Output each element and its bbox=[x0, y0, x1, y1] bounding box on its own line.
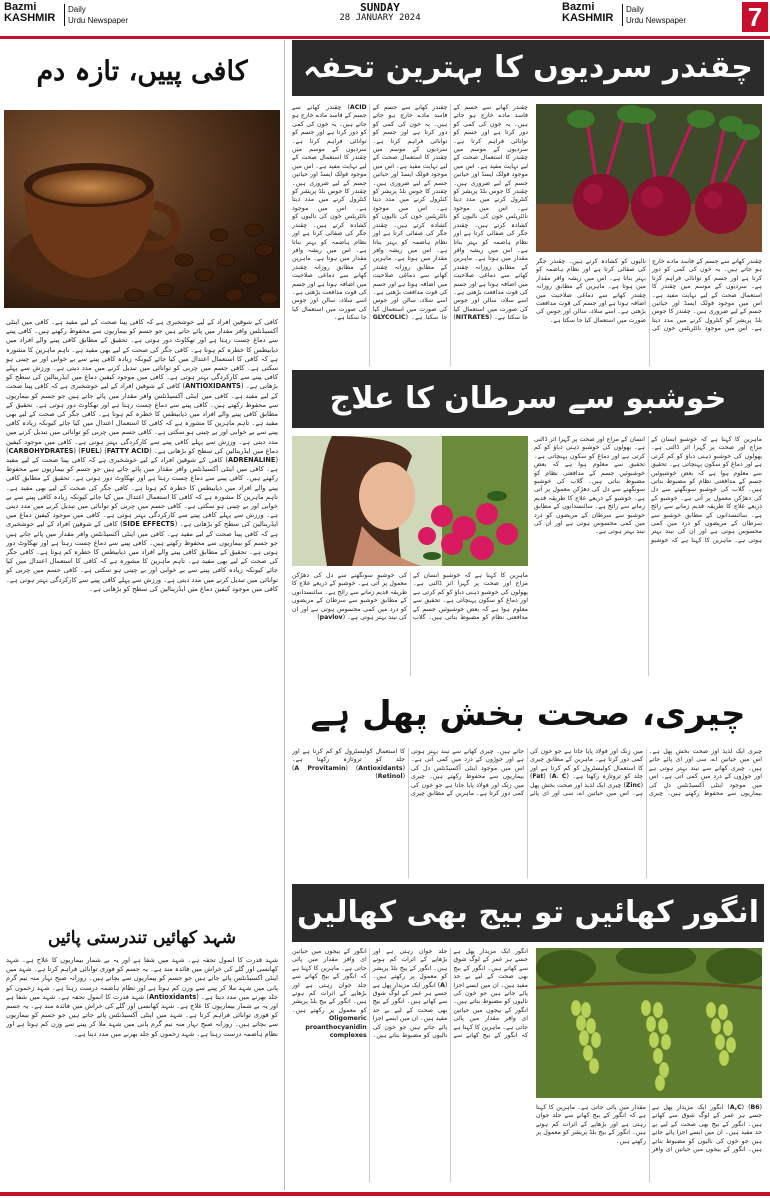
coffee-term-fatty: FATTY bbox=[106, 446, 130, 455]
cherry-body-text-2: چیری ایک لذیذ اور صحت بخش پھل ہے۔ اس میں حیاتین اے، سی اور ای پائے جاتے ہیں۔ چیری کھانے سے نیند بہتر ہوتی ہے اور جوڑوں کے درد میں کمی آتی ہے۔ اس میں موجود اینٹی آکسیڈنٹس دل کی بیماریوں سے محفوظ رکھتے ہیں۔ چیری میں زنک اور فولاد پایا جاتا ہے جو خون کی کمی دور کرتا ہے۔ ماہرین کے مطابق چیری کا استعمال کولیسٹرول کو کم کرتا ہے اور جلد کو تروتازہ رکھتا ہے۔ bbox=[292, 748, 643, 798]
cherry-term-fat: Fat bbox=[532, 773, 544, 781]
grapes-body-left: انگور ایک مزیدار پھل ہے جسے ہر عمر کے لوگ شوق سے کھاتے ہیں۔ انگور کے بیج بھی صحت کے لیے بے حد مفید ہیں۔ ان میں ایسے اجزا پائے جاتے ہیں جو خون کی نالیوں کو مضبوط بناتے ہیں۔ انگور کے بیجوں میں حیاتین ای وافر مقدار میں پائی جاتی ہے۔ ماہرین کا کہنا ہے کہ انگور کے بیج کھانے سے جلد جوان رہتی ہے اور بڑھاپے کے اثرات کم ہوتے ہیں۔ انگور کے بیج بلڈ پریشر کو معمول پر رکھتے ہیں۔ (A) انگور ایک مزیدار پھل ہے جسے ہر عمر کے لوگ شوق سے کھاتے ہیں۔ انگور کے بیج بھی صحت کے لیے بے حد مفید ہیں۔ ان میں ایسے اجزا پائے جاتے ہیں جو خون کی نالیوں کو مضبوط بناتے ہیں۔ انگور کے بیجوں میں حیاتین ای وافر مقدار میں پائی جاتی ہے۔ ماہرین کا کہنا ہے کہ انگور کے بیج کھانے سے جلد جوان رہتی ہے اور بڑھاپے کے اثرات کم ہوتے ہیں۔ انگور کے بیج بلڈ پریشر کو معمول پر رکھتے ہیں۔ Oligomeric proanthocyanidin complexes bbox=[292, 948, 528, 1040]
fragrance-body-right bbox=[534, 436, 762, 676]
footer-rule bbox=[0, 1192, 770, 1196]
honey-term-antioxidants: Antioxidants bbox=[149, 992, 197, 1001]
beetroot-body-text-2: چقندر کھانے سے جسم کے فاسد مادے خارج ہو جاتے ہیں۔ یہ خون کی کمی کو دور کرتا ہے اور جسم کو توانائی فراہم کرتا ہے۔ سردیوں کے موسم میں چقندر کا استعمال صحت کے لیے نہایت مفید ہے۔ اس میں موجود فولک ایسڈ اور حیاتین جسم کے لیے ضروری ہیں۔ چقندر کا جوس بلڈ پریشر کو کنٹرول کرنے میں مدد دیتا ہے۔ اس میں موجود نائٹریٹس خون کی نالیوں کو کشادہ کرتے ہیں۔ چقندر جگر کی صفائی کرتا ہے اور نظام ہاضمہ کو بہتر بناتا ہے۔ اس میں ریشہ وافر مقدار میں ہوتا ہے۔ ماہرین کے مطابق روزانہ چقندر کھانے سے دماغی صلاحیت میں اضافہ ہوتا ہے اور جسم کی قوت مدافعت بڑھتی ہے۔ اسے سلاد، سالن اور جوس کی صورت میں استعمال کیا جا سکتا ہے۔ bbox=[372, 104, 448, 322]
cherry-headline: چیری، صحت بخش پھل ہے bbox=[292, 684, 764, 744]
masthead bbox=[0, 0, 770, 39]
beetroot-headline: چقندر سردیوں کا بہترین تحفہ bbox=[292, 40, 764, 96]
grapes-term-ac: A,C bbox=[729, 1104, 742, 1111]
brand-sub: Urdu Newspaper bbox=[68, 16, 129, 25]
grapes-term-oligomeric: Oligomeric bbox=[329, 1015, 367, 1023]
cherry-term-a: A bbox=[551, 773, 557, 781]
date-label: 28 JANUARY 2024 bbox=[339, 13, 421, 23]
coffee-photo bbox=[4, 110, 280, 308]
brand-left bbox=[4, 2, 55, 24]
fragrance-headline: خوشبو سے سرطان کا علاج bbox=[292, 370, 764, 428]
brand-daily-right: Daily bbox=[626, 5, 644, 14]
cherry-term-antioxidants: Antioxidants bbox=[358, 764, 403, 772]
grapes-headline: انگور کھائیں تو بیج بھی کھالیں bbox=[292, 884, 764, 942]
coffee-body: کافی کے شوقین افراد کے لیے خوشخبری ہے کہ کافی پینا صحت کے لیے مفید ہے۔ کافی میں اینٹی آکسیڈنٹس وافر مقدار میں پائے جاتے ہیں جو جسم کو بیماریوں سے محفوظ رکھتے ہیں۔ کافی پینے سے دماغ چست رہتا ہے اور تھکاوٹ دور ہوتی ہے۔ تحقیق کے مطابق کافی پینے والے افراد میں ذیابیطس کا خطرہ کم ہوتا ہے۔ کافی جگر کی صحت کے لیے بھی مفید ہے۔ تاہم ماہرین کا مشورہ ہے کہ کافی کا استعمال اعتدال میں کیا جائے کیونکہ زیادہ کافی پینے سے بے خوابی اور بے چینی ہو سکتی ہے۔ کافی جسم میں چربی کو توانائی میں تبدیل کرنے میں مدد دیتی ہے۔ ورزش سے پہلے کافی پینے سے کارکردگی بہتر ہوتی ہے۔ کافی میں موجود کیفین دماغ میں ایڈرینالین کی سطح کو بڑھاتی ہے۔ (ANTIOXIDANTS) کافی کے شوقین افراد کے لیے خوشخبری ہے کہ کافی پینا صحت کے لیے مفید ہے۔ کافی میں اینٹی آکسیڈنٹس وافر مقدار میں پائے جاتے ہیں جو جسم کو بیماریوں سے محفوظ رکھتے ہیں۔ کافی پینے سے دماغ چست رہتا ہے اور تھکاوٹ دور ہوتی ہے۔ تحقیق کے مطابق کافی پینے والے افراد میں ذیابیطس کا خطرہ کم ہوتا ہے۔ کافی جگر کی صحت کے لیے بھی مفید ہے۔ تاہم ماہرین کا مشورہ ہے کہ کافی کا استعمال اعتدال میں کیا جائے کیونکہ زیادہ کافی پینے سے بے خوابی اور بے چینی ہو سکتی ہے۔ کافی جسم میں چربی کو توانائی میں تبدیل کرنے میں مدد دیتی ہے۔ ورزش سے پہلے کافی پینے سے کارکردگی بہتر ہوتی ہے۔ کافی میں موجود کیفین دماغ میں ایڈرینالین کی سطح کو بڑھاتی ہے۔ (FATTY ACID) (FUEL) (CARBOHYDRATES) (ADRENALINE) کافی کے شوقین افراد کے لیے خوشخبری ہے کہ کافی پینا صحت کے لیے مفید ہے۔ کافی میں اینٹی آکسیڈنٹس وافر مقدار میں پائے جاتے ہیں جو جسم کو بیماریوں سے محفوظ رکھتے ہیں۔ کافی پینے سے دماغ چست رہتا ہے اور تھکاوٹ دور ہوتی ہے۔ تحقیق کے مطابق کافی پینے والے افراد میں ذیابیطس کا خطرہ کم ہوتا ہے۔ کافی جگر کی صحت کے لیے بھی مفید ہے۔ تاہم ماہرین کا مشورہ ہے کہ کافی کا استعمال اعتدال میں کیا جائے کیونکہ زیادہ کافی پینے سے بے خوابی اور بے چینی ہو سکتی ہے۔ کافی جسم میں چربی کو توانائی میں تبدیل کرنے میں مدد دیتی ہے۔ ورزش سے پہلے کافی پینے سے کارکردگی بہتر ہوتی ہے۔ کافی میں موجود کیفین دماغ میں ایڈرینالین کی سطح کو بڑھاتی ہے۔ (SIDE EFFECTS) کافی کے شوقین افراد کے لیے خوشخبری ہے کہ کافی پینا صحت کے لیے مفید ہے۔ کافی میں اینٹی آکسیڈنٹس وافر مقدار میں پائے جاتے ہیں جو جسم کو بیماریوں سے محفوظ رکھتے ہیں۔ کافی پینے سے دماغ چست رہتا ہے اور تھکاوٹ دور ہوتی ہے۔ تحقیق کے مطابق کافی پینے والے افراد میں ذیابیطس کا خطرہ کم ہوتا ہے۔ کافی جگر کی صحت کے لیے بھی مفید ہے۔ تاہم ماہرین کا مشورہ ہے کہ کافی کا استعمال اعتدال میں کیا جائے کیونکہ زیادہ کافی پینے سے بے خوابی اور بے چینی ہو سکتی ہے۔ کافی جسم میں چربی کو توانائی میں تبدیل کرنے میں مدد دیتی ہے۔ ورزش سے پہلے کافی پینے سے کارکردگی بہتر ہوتی ہے۔ کافی میں موجود کیفین دماغ میں ایڈرینالین کی سطح کو بڑھاتی ہے۔ bbox=[6, 318, 278, 593]
brand-top-right: Bazmi bbox=[562, 1, 595, 13]
brand-tag-right bbox=[622, 4, 686, 26]
fragrance-body-text-2: ماہرین کا کہنا ہے کہ خوشبو انسان کے مزاج اور صحت پر گہرا اثر ڈالتی ہے۔ پھولوں کی خوشبو ذہنی دباؤ کو کم کرتی ہے اور دماغ کو سکون پہنچاتی ہے۔ تحقیق سے معلوم ہوا ہے کہ بعض خوشبوئیں جسم کے مدافعتی نظام کو مضبوط بناتی ہیں۔ گلاب کی خوشبو سونگھنے سے دل کی دھڑکن معمول پر آتی ہے۔ خوشبو کے ذریعے علاج کا طریقہ قدیم زمانے سے رائج ہے۔ سائنسدانوں کے مطابق خوشبو سے سرطان کے مریضوں کو درد میں کمی محسوس ہوتی ہے اور ان کی نیند بہتر ہوتی ہے۔ bbox=[534, 436, 732, 544]
beetroot-photo bbox=[536, 104, 762, 252]
beetroot-body-text-3: چقندر کھانے سے جسم کے فاسد مادے خارج ہو جاتے ہیں۔ یہ خون کی کمی کو دور کرتا ہے اور جسم کو توانائی فراہم کرتا ہے۔ سردیوں کے موسم میں چقندر کا استعمال صحت کے لیے نہایت مفید ہے۔ اس میں موجود فولک ایسڈ اور حیاتین جسم کے لیے ضروری ہیں۔ چقندر کا جوس بلڈ پریشر کو کنٹرول کرنے میں مدد دیتا ہے۔ اس میں موجود نائٹریٹس خون کی نالیوں کو کشادہ کرتے ہیں۔ چقندر جگر کی صفائی کرتا ہے اور نظام ہاضمہ کو بہتر بناتا ہے۔ اس میں ریشہ وافر مقدار میں ہوتا ہے۔ ماہرین کے مطابق روزانہ چقندر کھانے سے دماغی صلاحیت میں اضافہ ہوتا ہے اور جسم کی قوت مدافعت بڑھتی ہے۔ اسے سلاد، سالن اور جوس کی صورت میں استعمال کیا جا سکتا ہے۔ bbox=[292, 104, 367, 322]
brand-sub-right: Urdu Newspaper bbox=[626, 16, 687, 25]
brand-tag-left bbox=[64, 4, 128, 26]
fragrance-term-pavlov: pavlov bbox=[319, 614, 343, 622]
cherry-body: چیری ایک لذیذ اور صحت بخش پھل ہے۔ اس میں حیاتین اے، سی اور ای پائے جاتے ہیں۔ چیری کھانے سے نیند بہتر ہوتی ہے اور جوڑوں کے درد میں کمی آتی ہے۔ اس میں موجود اینٹی آکسیڈنٹس دل کی بیماریوں سے محفوظ رکھتے ہیں۔ چیری میں زنک اور فولاد پایا جاتا ہے جو خون کی کمی دور کرتا ہے۔ ماہرین کے مطابق چیری کا استعمال کولیسٹرول کو کم کرتا ہے اور جلد کو تروتازہ رکھتا ہے۔ (A، C) (Fat) (Zinc) چیری ایک لذیذ اور صحت بخش پھل ہے۔ اس میں حیاتین اے، سی اور ای پائے جاتے ہیں۔ چیری کھانے سے نیند بہتر ہوتی ہے اور جوڑوں کے درد میں کمی آتی ہے۔ اس میں موجود اینٹی آکسیڈنٹس دل کی بیماریوں سے محفوظ رکھتے ہیں۔ چیری میں زنک اور فولاد پایا جاتا ہے جو خون کی کمی دور کرتا ہے۔ ماہرین کے مطابق چیری کا استعمال کولیسٹرول کو کم کرتا ہے اور جلد کو تروتازہ رکھتا ہے۔ (Antioxidants) (A Provitamin) (Retinol) bbox=[292, 748, 762, 798]
grapes-term-proanthocyanidin: proanthocyanidin bbox=[305, 1023, 367, 1031]
coffee-headline: کافی پییں، تازہ دم bbox=[36, 56, 248, 87]
page-number: 7 bbox=[742, 2, 768, 32]
coffee-body-text-1: کافی کے شوقین افراد کے لیے خوشخبری ہے کہ کافی پینا صحت کے لیے مفید ہے۔ کافی میں اینٹی آکسیڈنٹس وافر مقدار میں پائے جاتے ہیں جو جسم کو بیماریوں سے محفوظ رکھتے ہیں۔ کافی پینے سے دماغ چست رہتا ہے اور تھکاوٹ دور ہوتی ہے۔ تحقیق کے مطابق کافی پینے والے افراد میں ذیابیطس کا خطرہ کم ہوتا ہے۔ کافی جگر کی صحت کے لیے بھی مفید ہے۔ تاہم ماہرین کا مشورہ ہے کہ کافی کا استعمال اعتدال میں کیا جائے کیونکہ زیادہ کافی پینے سے بے خوابی اور بے چینی ہو سکتی ہے۔ کافی جسم میں چربی کو توانائی میں تبدیل کرنے میں مدد دیتی ہے۔ ورزش سے پہلے کافی پینے سے کارکردگی بہتر ہوتی ہے۔ کافی میں موجود کیفین دماغ میں ایڈرینالین کی سطح کو بڑھاتی ہے۔ bbox=[6, 318, 278, 391]
coffee-body-text-2: کافی کے شوقین افراد کے لیے خوشخبری ہے کہ کافی پینا صحت کے لیے مفید ہے۔ کافی میں اینٹی آکسیڈنٹس وافر مقدار میں پائے جاتے ہیں جو جسم کو بیماریوں سے محفوظ رکھتے ہیں۔ کافی پینے سے دماغ چست رہتا ہے اور تھکاوٹ دور ہوتی ہے۔ تحقیق کے مطابق کافی پینے والے افراد میں ذیابیطس کا خطرہ کم ہوتا ہے۔ کافی جگر کی صحت کے لیے بھی مفید ہے۔ تاہم ماہرین کا مشورہ ہے کہ کافی کا استعمال اعتدال میں کیا جائے کیونکہ زیادہ کافی پینے سے بے خوابی اور بے چینی ہو سکتی ہے۔ کافی جسم میں چربی کو توانائی میں تبدیل کرنے میں مدد دیتی ہے۔ ورزش سے پہلے کافی پینے سے کارکردگی بہتر ہوتی ہے۔ کافی میں موجود کیفین دماغ میں ایڈرینالین کی سطح کو بڑھاتی ہے۔ bbox=[6, 382, 278, 455]
beetroot-term-glycolic: GLYCOLIC bbox=[372, 314, 406, 322]
grapes-body-text-3: انگور ایک مزیدار پھل ہے جسے ہر عمر کے لوگ شوق سے کھاتے ہیں۔ انگور کے بیج بھی صحت کے لیے بے حد مفید ہیں۔ ان میں ایسے اجزا پائے جاتے ہیں جو خون کی نالیوں کو مضبوط بناتے ہیں۔ انگور کے بیجوں میں حیاتین ای وافر مقدار میں پائی جاتی ہے۔ ماہرین کا کہنا ہے کہ انگور کے بیج کھانے سے جلد جوان رہتی ہے اور بڑھاپے کے اثرات کم ہوتے ہیں۔ انگور کے بیج بلڈ پریشر کو معمول پر رکھتے ہیں۔ bbox=[536, 1104, 762, 1154]
honey-body: شہد قدرت کا انمول تحفہ ہے۔ شہد میں شفا ہے اور یہ بے شمار بیماریوں کا علاج ہے۔ شہد کھانسی اور گلے کی خراش میں فائدہ مند ہے۔ یہ جسم کو فوری توانائی فراہم کرتا ہے۔ شہد میں اینٹی آکسیڈنٹس پائے جاتے ہیں جو جسم کو بیماریوں سے بچاتے ہیں۔ روزانہ صبح نہار منہ نیم گرم پانی میں شہد ملا کر پینے سے وزن کم ہوتا ہے اور نظام ہاضمہ درست رہتا ہے۔ شہد زخموں کو جلد بھرنے میں مدد دیتا ہے۔ (Antioxidants) شہد قدرت کا انمول تحفہ ہے۔ شہد میں شفا ہے اور یہ بے شمار بیماریوں کا علاج ہے۔ شہد کھانسی اور گلے کی خراش میں فائدہ مند ہے۔ یہ جسم کو فوری توانائی فراہم کرتا ہے۔ شہد میں اینٹی آکسیڈنٹس پائے جاتے ہیں جو جسم کو بیماریوں سے بچاتے ہیں۔ روزانہ صبح نہار منہ نیم گرم پانی میں شہد ملا کر پینے سے وزن کم ہوتا ہے اور نظام ہاضمہ درست رہتا ہے۔ شہد زخموں کو جلد بھرنے میں مدد دیتا ہے۔ bbox=[6, 956, 278, 1038]
coffee-term-fuel: FUEL bbox=[80, 446, 100, 455]
beetroot-term-nitrates: NITRATES bbox=[455, 314, 490, 322]
cherry-body-text-1: چیری ایک لذیذ اور صحت بخش پھل ہے۔ اس میں حیاتین اے، سی اور ای پائے جاتے ہیں۔ چیری کھانے سے نیند بہتر ہوتی ہے اور جوڑوں کے درد میں کمی آتی ہے۔ اس میں موجود اینٹی آکسیڈنٹس دل کی بیماریوں سے محفوظ رکھتے ہیں۔ چیری میں زنک اور فولاد پایا جاتا ہے جو خون کی کمی دور کرتا ہے۔ ماہرین کے مطابق چیری کا استعمال کولیسٹرول کو کم کرتا ہے اور جلد کو تروتازہ رکھتا ہے۔ bbox=[530, 748, 762, 798]
column-divider bbox=[284, 40, 285, 1190]
fragrance-body-text-1: ماہرین کا کہنا ہے کہ خوشبو انسان کے مزاج اور صحت پر گہرا اثر ڈالتی ہے۔ پھولوں کی خوشبو ذہنی دباؤ کو کم کرتی ہے اور دماغ کو سکون پہنچاتی ہے۔ تحقیق سے معلوم ہوا ہے کہ بعض خوشبوئیں جسم کے مدافعتی نظام کو مضبوط بناتی ہیں۔ گلاب کی خوشبو سونگھنے سے دل کی دھڑکن معمول پر آتی ہے۔ خوشبو کے ذریعے علاج کا طریقہ قدیم زمانے سے رائج ہے۔ سائنسدانوں کے مطابق خوشبو سے سرطان کے مریضوں کو درد میں کمی محسوس ہوتی ہے اور ان کی نیند بہتر ہوتی ہے۔ bbox=[651, 436, 762, 544]
grapes-body-text-2: انگور ایک مزیدار پھل ہے جسے ہر عمر کے لوگ شوق سے کھاتے ہیں۔ انگور کے بیج بھی صحت کے لیے بے حد مفید ہیں۔ ان میں ایسے اجزا پائے جاتے ہیں جو خون کی نالیوں کو مضبوط بناتے ہیں۔ انگور کے بیجوں میں حیاتین ای وافر مقدار میں پائی جاتی ہے۔ ماہرین کا کہنا ہے کہ انگور کے بیج کھانے سے جلد جوان رہتی ہے اور بڑھاپے کے اثرات کم ہوتے ہیں۔ انگور کے بیج بلڈ پریشر کو معمول پر رکھتے ہیں۔ bbox=[292, 948, 448, 1040]
honey-headline: شہد کھائیں تندرستی پائیں bbox=[47, 928, 237, 948]
brand-name: KASHMIR bbox=[4, 12, 56, 24]
brand-right bbox=[562, 2, 613, 24]
cherry-term-c: C bbox=[561, 773, 567, 781]
coffee-body-text-4: کافی کے شوقین افراد کے لیے خوشخبری ہے کہ کافی پینا صحت کے لیے مفید ہے۔ کافی میں اینٹی آکسیڈنٹس وافر مقدار میں پائے جاتے ہیں جو جسم کو بیماریوں سے محفوظ رکھتے ہیں۔ کافی پینے سے دماغ چست رہتا ہے اور تھکاوٹ دور ہوتی ہے۔ تحقیق کے مطابق کافی پینے والے افراد میں ذیابیطس کا خطرہ کم ہوتا ہے۔ کافی جگر کی صحت کے لیے بھی مفید ہے۔ تاہم ماہرین کا مشورہ ہے کہ کافی کا استعمال اعتدال میں کیا جائے کیونکہ زیادہ کافی پینے سے بے خوابی اور بے چینی ہو سکتی ہے۔ کافی جسم میں چربی کو توانائی میں تبدیل کرنے میں مدد دیتی ہے۔ ورزش سے پہلے کافی پینے سے کارکردگی بہتر ہوتی ہے۔ کافی میں موجود کیفین دماغ میں ایڈرینالین کی سطح کو بڑھاتی ہے۔ bbox=[6, 520, 278, 593]
coffee-term-acid: ACID bbox=[131, 446, 150, 455]
beetroot-body: چقندر کھانے سے جسم کے فاسد مادے خارج ہو جاتے ہیں۔ یہ خون کی کمی کو دور کرتا ہے اور جسم کو توانائی فراہم کرتا ہے۔ سردیوں کے موسم میں چقندر کا استعمال صحت کے لیے نہایت مفید ہے۔ اس میں موجود فولک ایسڈ اور حیاتین جسم کے لیے ضروری ہیں۔ چقندر کا جوس بلڈ پریشر کو کنٹرول کرنے میں مدد دیتا ہے۔ اس میں موجود نائٹریٹس خون کی نالیوں کو کشادہ کرتے ہیں۔ چقندر جگر کی صفائی کرتا ہے اور نظام ہاضمہ کو بہتر بناتا ہے۔ اس میں ریشہ وافر مقدار میں ہوتا ہے۔ ماہرین کے مطابق روزانہ چقندر کھانے سے دماغی صلاحیت میں اضافہ ہوتا ہے اور جسم کی قوت مدافعت بڑھتی ہے۔ اسے سلاد، سالن اور جوس کی صورت میں استعمال کیا جا سکتا ہے۔ (NITRATES) چقندر کھانے سے جسم کے فاسد مادے خارج ہو جاتے ہیں۔ یہ خون کی کمی کو دور کرتا ہے اور جسم کو توانائی فراہم کرتا ہے۔ سردیوں کے موسم میں چقندر کا استعمال صحت کے لیے نہایت مفید ہے۔ اس میں موجود فولک ایسڈ اور حیاتین جسم کے لیے ضروری ہیں۔ چقندر کا جوس بلڈ پریشر کو کنٹرول کرنے میں مدد دیتا ہے۔ اس میں موجود نائٹریٹس خون کی نالیوں کو کشادہ کرتے ہیں۔ چقندر جگر کی صفائی کرتا ہے اور نظام ہاضمہ کو بہتر بناتا ہے۔ اس میں ریشہ وافر مقدار میں ہوتا ہے۔ ماہرین کے مطابق روزانہ چقندر کھانے سے دماغی صلاحیت میں اضافہ ہوتا ہے اور جسم کی قوت مدافعت بڑھتی ہے۔ اسے سلاد، سالن اور جوس کی صورت میں استعمال کیا جا سکتا ہے۔ (GLYCOLIC ACID) چقندر کھانے سے جسم کے فاسد مادے خارج ہو جاتے ہیں۔ یہ خون کی کمی کو دور کرتا ہے اور جسم کو توانائی فراہم کرتا ہے۔ سردیوں کے موسم میں چقندر کا استعمال صحت کے لیے نہایت مفید ہے۔ اس میں موجود فولک ایسڈ اور حیاتین جسم کے لیے ضروری ہیں۔ چقندر کا جوس بلڈ پریشر کو کنٹرول کرنے میں مدد دیتا ہے۔ اس میں موجود نائٹریٹس خون کی نالیوں کو کشادہ کرتے ہیں۔ چقندر جگر کی صفائی کرتا ہے اور نظام ہاضمہ کو بہتر بناتا ہے۔ اس میں ریشہ وافر مقدار میں ہوتا ہے۔ ماہرین کے مطابق روزانہ چقندر کھانے سے دماغی صلاحیت میں اضافہ ہوتا ہے اور جسم کی قوت مدافعت بڑھتی ہے۔ اسے سلاد، سالن اور جوس کی صورت میں استعمال کیا جا سکتا ہے۔ bbox=[292, 104, 528, 322]
beetroot-term-acid: ACID bbox=[349, 104, 367, 111]
cherry-term-provitamin: A Provitamin bbox=[294, 764, 346, 772]
grapes-body-right: (B6) (A,C) انگور ایک مزیدار پھل ہے جسے ہر عمر کے لوگ شوق سے کھاتے ہیں۔ انگور کے بیج بھی صحت کے لیے بے حد مفید ہیں۔ ان میں ایسے اجزا پائے جاتے ہیں جو خون کی نالیوں کو مضبوط بناتے ہیں۔ انگور کے بیجوں میں حیاتین ای وافر مقدار میں پائی جاتی ہے۔ ماہرین کا کہنا ہے کہ انگور کے بیج کھانے سے جلد جوان رہتی ہے اور بڑھاپے کے اثرات کم ہوتے ہیں۔ انگور کے بیج بلڈ پریشر کو معمول پر رکھتے ہیں۔ bbox=[536, 1104, 762, 1154]
cherry-term-retinol: Retinol bbox=[377, 773, 403, 781]
woman-smelling-roses-photo bbox=[292, 436, 528, 566]
honey-body-text-1: شہد قدرت کا انمول تحفہ ہے۔ شہد میں شفا ہے اور یہ بے شمار بیماریوں کا علاج ہے۔ شہد کھانسی اور گلے کی خراش میں فائدہ مند ہے۔ یہ جسم کو فوری توانائی فراہم کرتا ہے۔ شہد میں اینٹی آکسیڈنٹس پائے جاتے ہیں جو جسم کو بیماریوں سے بچاتے ہیں۔ روزانہ صبح نہار منہ نیم گرم پانی میں شہد ملا کر پینے سے وزن کم ہوتا ہے اور نظام ہاضمہ درست رہتا ہے۔ شہد زخموں کو جلد بھرنے میں مدد دیتا ہے۔ bbox=[6, 956, 278, 1001]
fragrance-body-text-3: ماہرین کا کہنا ہے کہ خوشبو انسان کے مزاج اور صحت پر گہرا اثر ڈالتی ہے۔ پھولوں کی خوشبو ذہنی دباؤ کو کم کرتی ہے اور دماغ کو سکون پہنچاتی ہے۔ تحقیق سے معلوم ہوا ہے کہ بعض خوشبوئیں جسم کے مدافعتی نظام کو مضبوط بناتی ہیں۔ گلاب کی خوشبو سونگھنے سے دل کی دھڑکن معمول پر آتی ہے۔ خوشبو کے ذریعے علاج کا طریقہ قدیم زمانے سے رائج ہے۔ سائنسدانوں کے مطابق خوشبو سے سرطان کے مریضوں کو درد میں کمی محسوس ہوتی ہے اور ان کی نیند بہتر ہوتی ہے۔ bbox=[292, 572, 528, 622]
grapes-term-b6: B6 bbox=[750, 1104, 760, 1111]
brand-daily: Daily bbox=[68, 5, 86, 14]
day-label: SUNDAY bbox=[360, 1, 400, 14]
fragrance-body-left: ماہرین کا کہنا ہے کہ خوشبو انسان کے مزاج اور صحت پر گہرا اثر ڈالتی ہے۔ پھولوں کی خوشبو ذہنی دباؤ کو کم کرتی ہے اور دماغ کو سکون پہنچاتی ہے۔ تحقیق سے معلوم ہوا ہے کہ بعض خوشبوئیں جسم کے مدافعتی نظام کو مضبوط بناتی ہیں۔ گلاب کی خوشبو سونگھنے سے دل کی دھڑکن معمول پر آتی ہے۔ خوشبو کے ذریعے علاج کا طریقہ قدیم زمانے سے رائج ہے۔ سائنسدانوں کے مطابق خوشبو سے سرطان کے مریضوں کو درد میں کمی محسوس ہوتی ہے اور ان کی نیند بہتر ہوتی ہے۔ (pavlov) bbox=[292, 572, 528, 622]
beetroot-photo-svg bbox=[536, 104, 762, 252]
beetroot-body-right bbox=[536, 258, 762, 366]
coffee-body-text-3: کافی کے شوقین افراد کے لیے خوشخبری ہے کہ کافی پینا صحت کے لیے مفید ہے۔ کافی میں اینٹی آکسیڈنٹس وافر مقدار میں پائے جاتے ہیں جو جسم کو بیماریوں سے محفوظ رکھتے ہیں۔ کافی پینے سے دماغ چست رہتا ہے اور تھکاوٹ دور ہوتی ہے۔ تحقیق کے مطابق کافی پینے والے افراد میں ذیابیطس کا خطرہ کم ہوتا ہے۔ کافی جگر کی صحت کے لیے بھی مفید ہے۔ تاہم ماہرین کا مشورہ ہے کہ کافی کا استعمال اعتدال میں کیا جائے کیونکہ زیادہ کافی پینے سے بے خوابی اور بے چینی ہو سکتی ہے۔ کافی جسم میں چربی کو توانائی میں تبدیل کرنے میں مدد دیتی ہے۔ ورزش سے پہلے کافی پینے سے کارکردگی بہتر ہوتی ہے۔ کافی میں موجود کیفین دماغ میں ایڈرینالین کی سطح کو بڑھاتی ہے۔ bbox=[6, 456, 278, 529]
grapes-term-a: A bbox=[440, 981, 445, 989]
beetroot-body-text-4: چقندر کھانے سے جسم کے فاسد مادے خارج ہو جاتے ہیں۔ یہ خون کی کمی کو دور کرتا ہے اور جسم کو توانائی فراہم کرتا ہے۔ سردیوں کے موسم میں چقندر کا استعمال صحت کے لیے نہایت مفید ہے۔ اس میں موجود فولک ایسڈ اور حیاتین جسم کے لیے ضروری ہیں۔ چقندر کا جوس بلڈ پریشر کو کنٹرول کرنے میں مدد دیتا ہے۔ اس میں موجود نائٹریٹس خون کی نالیوں کو کشادہ کرتے ہیں۔ چقندر جگر کی صفائی کرتا ہے اور نظام ہاضمہ کو بہتر بناتا ہے۔ اس میں ریشہ وافر مقدار میں ہوتا ہے۔ ماہرین کے مطابق روزانہ چقندر کھانے سے دماغی صلاحیت میں اضافہ ہوتا ہے اور جسم کی قوت مدافعت بڑھتی ہے۔ اسے سلاد، سالن اور جوس کی صورت میں استعمال کیا جا سکتا ہے۔ bbox=[536, 258, 762, 333]
coffee-term-side-effects: SIDE EFFECTS bbox=[122, 520, 175, 529]
coffee-term-antioxidants: ANTIOXIDANTS bbox=[185, 382, 241, 391]
honey-body-text-2: شہد قدرت کا انمول تحفہ ہے۔ شہد میں شفا ہے اور یہ بے شمار بیماریوں کا علاج ہے۔ شہد کھانسی اور گلے کی خراش میں فائدہ مند ہے۔ یہ جسم کو فوری توانائی فراہم کرتا ہے۔ شہد میں اینٹی آکسیڈنٹس پائے جاتے ہیں جو جسم کو بیماریوں سے بچاتے ہیں۔ روزانہ صبح نہار منہ نیم گرم پانی میں شہد ملا کر پینے سے وزن کم ہوتا ہے اور نظام ہاضمہ درست رہتا ہے۔ شہد زخموں کو جلد بھرنے میں مدد دیتا ہے۔ bbox=[6, 992, 278, 1038]
brand-top: Bazmi bbox=[4, 1, 37, 13]
grapes-photo bbox=[536, 948, 762, 1098]
coffee-term-carbohydrates: CARBOHYDRATES bbox=[8, 446, 74, 455]
cherry-term-zinc: Zinc bbox=[625, 781, 641, 789]
coffee-photo-svg bbox=[4, 110, 280, 308]
woman-photo-svg bbox=[292, 436, 528, 566]
dateline bbox=[300, 2, 460, 24]
beetroot-body-text-1: چقندر کھانے سے جسم کے فاسد مادے خارج ہو جاتے ہیں۔ یہ خون کی کمی کو دور کرتا ہے اور جسم کو توانائی فراہم کرتا ہے۔ سردیوں کے موسم میں چقندر کا استعمال صحت کے لیے نہایت مفید ہے۔ اس میں موجود فولک ایسڈ اور حیاتین جسم کے لیے ضروری ہیں۔ چقندر کا جوس بلڈ پریشر کو کنٹرول کرنے میں مدد دیتا ہے۔ اس میں موجود نائٹریٹس خون کی نالیوں کو کشادہ کرتے ہیں۔ چقندر جگر کی صفائی کرتا ہے اور نظام ہاضمہ کو بہتر بناتا ہے۔ اس میں ریشہ وافر مقدار میں ہوتا ہے۔ ماہرین کے مطابق روزانہ چقندر کھانے سے دماغی صلاحیت میں اضافہ ہوتا ہے اور جسم کی قوت مدافعت بڑھتی ہے۔ اسے سلاد، سالن اور جوس کی صورت میں استعمال کیا جا سکتا ہے۔ bbox=[453, 104, 528, 322]
grapes-photo-svg bbox=[536, 948, 762, 1098]
grapes-term-complexes: complexes bbox=[329, 1032, 367, 1040]
grapes-body-text-1: انگور ایک مزیدار پھل ہے جسے ہر عمر کے لوگ شوق سے کھاتے ہیں۔ انگور کے بیج بھی صحت کے لیے بے حد مفید ہیں۔ ان میں ایسے اجزا پائے جاتے ہیں جو خون کی نالیوں کو مضبوط بناتے ہیں۔ انگور کے بیجوں میں حیاتین ای وافر مقدار میں پائی جاتی ہے۔ ماہرین کا کہنا ہے کہ انگور کے بیج کھانے سے جلد جوان رہتی ہے اور بڑھاپے کے اثرات کم ہوتے ہیں۔ انگور کے بیج بلڈ پریشر کو معمول پر رکھتے ہیں۔ bbox=[372, 948, 528, 1040]
coffee-term-adrenaline: ADRENALINE bbox=[227, 456, 276, 465]
brand-name-right: KASHMIR bbox=[562, 12, 614, 24]
